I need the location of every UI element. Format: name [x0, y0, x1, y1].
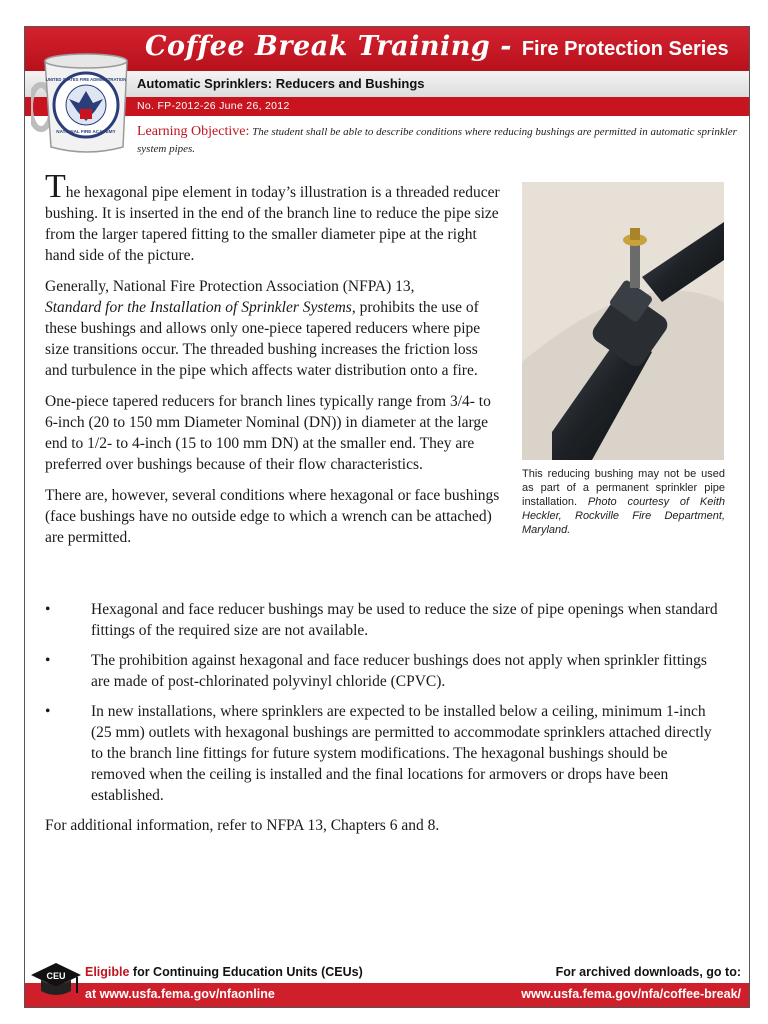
eligible-label: Eligible — [85, 965, 130, 979]
list-item-text: In new installations, where sprinklers are expected to be installed below a ceiling, minimum 1-inch (25 mm) outlets with hexagonal bushings are permitted to accommodate sprinklers attached directly to the branch line fittings for future system modifications. The hexagonal bushings should be removed when the ceiling is installed and the final locations for armovers or drops have been established. — [91, 703, 712, 804]
emblem-text-bottom: NATIONAL FIRE ACADEMY — [56, 129, 116, 134]
emblem-text-top: UNITED STATES FIRE ADMINISTRATION — [45, 77, 127, 82]
ceu-eligibility — [85, 965, 363, 979]
paragraph-reducers: One-piece tapered reducers for branch lines typically range from 3/4- to 6-inch (20 to 150 mm Diameter Nominal (DN)) in diameter at the large end to 1/2- to 4-inch (15 to 100 mm DN) at the smaller end. They are preferred over bushings because of their flow characteristics. — [45, 393, 491, 473]
paragraph-nfpa-rest: , prohibits the use of these bushings and allows only one-piece tapered reducers where pipe size transitions occur. The threaded bushing increases the friction loss and turbulence in the pipe which affects water distribution onto a fire. — [45, 299, 481, 379]
sprinkler-photo — [522, 182, 724, 460]
caption-main: This reducing bushing may not be used as part of a permanent sprinkler pipe installation. — [522, 468, 725, 508]
footer-band — [25, 983, 749, 1007]
list-item — [45, 650, 725, 692]
topic-subtitle: Automatic Sprinklers: Reducers and Bushings — [137, 76, 425, 91]
issue-number-date: No. FP-2012-26 June 26, 2012 — [137, 100, 290, 112]
paragraph-nfpa-lead: Generally, National Fire Protection Association (NFPA) 13, — [45, 278, 415, 295]
closing-reference: For additional information, refer to NFPA 13, Chapters 6 and 8. — [45, 817, 440, 834]
drop-cap: T — [45, 168, 66, 205]
list-item — [45, 701, 725, 806]
nfa-online-link[interactable]: at www.usfa.fema.gov/nfaonline — [85, 987, 275, 1001]
coffee-break-archive-link[interactable]: www.usfa.fema.gov/nfa/coffee-break/ — [521, 987, 741, 1001]
graduation-cap-icon — [29, 959, 83, 1001]
coffee-mug-emblem-icon — [31, 47, 139, 159]
caption-credit: Photo courtesy of Keith Heckler, Rockville Fire Department, Maryland. — [522, 496, 726, 536]
list-item-text: Hexagonal and face reducer bushings may be used to reduce the size of pipe openings when standard fittings of the required size are not available. — [91, 601, 718, 639]
objective-label: Learning Objective: — [137, 124, 250, 139]
footer-top — [25, 963, 749, 983]
article-body — [45, 168, 503, 558]
photo-caption — [522, 467, 725, 537]
bullet-dot: • — [45, 652, 51, 669]
bullet-dot: • — [45, 703, 51, 720]
ceu-text: for Continuing Education Units (CEUs) — [129, 965, 363, 979]
list-item — [45, 599, 725, 641]
objective-text: The student shall be able to describe conditions where reducing bushings are permitted in automatic sprinkler system pipes. — [137, 126, 737, 155]
paragraph-nfpa — [45, 276, 503, 381]
archive-label: For archived downloads, go to: — [555, 965, 741, 979]
standard-title: Standard for the Installation of Sprinkler Systems — [45, 299, 352, 316]
paragraph-conditions: There are, however, several conditions where hexagonal or face bushings (face bushings have no outside edge to which a wrench can be attached) are permitted. — [45, 487, 500, 546]
series-label: Fire Protection Series — [521, 38, 729, 60]
paragraph-intro — [45, 168, 503, 266]
page-title — [145, 31, 729, 62]
conditions-list — [45, 599, 725, 836]
title-text: Coffee Break Training - — [145, 31, 512, 62]
paragraph-intro-text: he hexagonal pipe element in today’s illustration is a threaded reducer bushing. It is inserted in the end of the branch line to reduce the pipe size from the larger tapered fitting to the smaller diameter pipe at the right hand side of the picture. — [45, 184, 500, 264]
bullet-dot: • — [45, 601, 51, 618]
list-item-text: The prohibition against hexagonal and face reducer bushings does not apply when sprinkler fittings are made of post-chlorinated polyvinyl chloride (CPVC). — [91, 652, 707, 690]
page-frame — [24, 26, 750, 1008]
ceu-badge-text: CEU — [46, 971, 66, 981]
learning-objective — [137, 123, 737, 158]
